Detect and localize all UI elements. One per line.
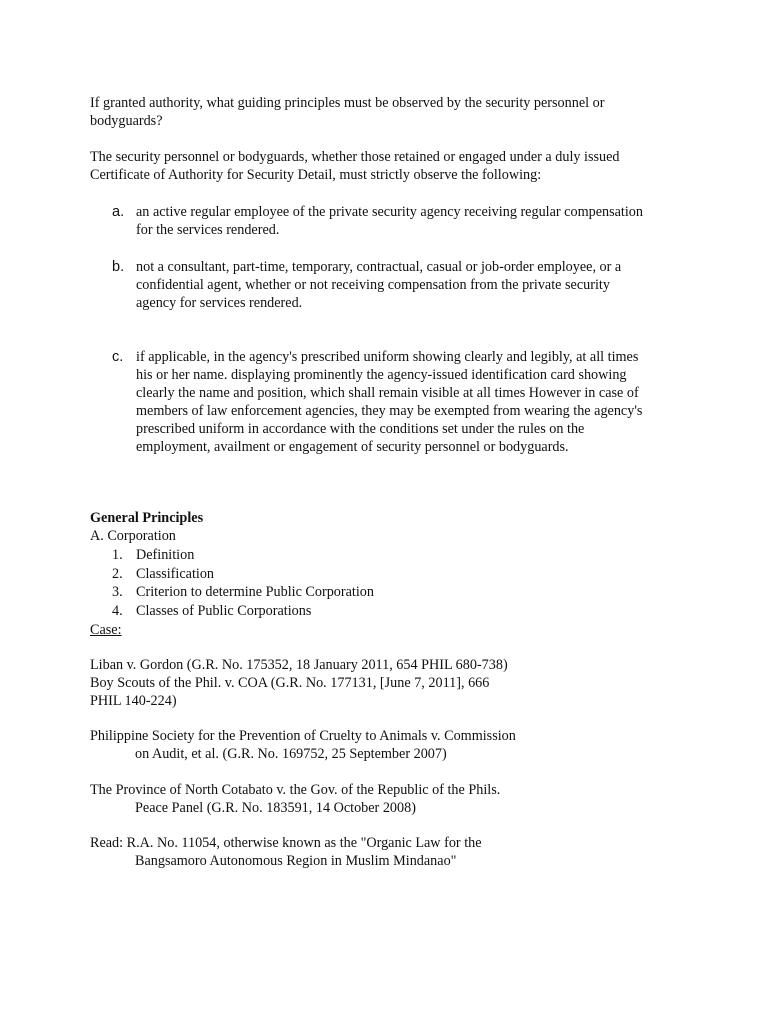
section-heading: General Principles	[90, 510, 204, 526]
list-item-line: employment, availment or engagement of security personnel or bodyguards.	[136, 439, 569, 455]
numbered-item-number: 1.	[112, 547, 123, 563]
numbered-item	[112, 565, 612, 583]
list-item-line: an active regular employee of the private security agency receiving regular compensation	[136, 204, 643, 220]
list-item-line: his or her name. displaying prominently the agency-issued identification card showing	[136, 367, 627, 383]
numbered-item-number: 4.	[112, 603, 123, 619]
section-subheading: A. Corporation	[90, 528, 176, 544]
numbered-item	[112, 602, 612, 620]
list-item-line: for the services rendered.	[136, 222, 280, 238]
question-line: If granted authority, what guiding principles must be observed by the security personnel or	[90, 95, 605, 111]
case-line-indented: Peace Panel (G.R. No. 183591, 14 October 2008)	[135, 800, 416, 816]
list-item-line: confidential agent, whether or not receiving compensation from the private security	[136, 277, 610, 293]
list-item-line: clearly the name and position, which shall remain visible at all times However in case of	[136, 385, 639, 401]
numbered-item	[112, 583, 612, 601]
case-entry	[90, 727, 560, 763]
list-marker: b.	[112, 259, 125, 275]
numbered-item	[112, 546, 612, 564]
read-note-line-indented: Bangsamoro Autonomous Region in Muslim Mindanao"	[135, 853, 457, 869]
numbered-item-text: Criterion to determine Public Corporation	[136, 584, 374, 600]
list-item-line: if applicable, in the agency's prescribed uniform showing clearly and legibly, at all times	[136, 349, 639, 365]
case-entry	[90, 656, 560, 710]
numbered-item-text: Classes of Public Corporations	[136, 603, 312, 619]
answer-intro-paragraph	[90, 148, 690, 184]
list-item-line: prescribed uniform in accordance with the conditions set under the rules on the	[136, 421, 585, 437]
question-paragraph	[90, 94, 690, 130]
list-item-line: not a consultant, part-time, temporary, contractual, casual or job-order employee, or a	[136, 259, 622, 275]
case-entry	[90, 781, 560, 817]
case-line: Liban v. Gordon (G.R. No. 175352, 18 January 2011, 654 PHIL 680-738)	[90, 657, 508, 673]
read-note-line: Read: R.A. No. 11054, otherwise known as the "Organic Law for the	[90, 835, 482, 851]
case-line: Philippine Society for the Prevention of Cruelty to Animals v. Commission	[90, 728, 516, 744]
case-label: Case:	[90, 622, 122, 638]
list-item-line: members of law enforcement agencies, they may be exempted from wearing the agency's	[136, 403, 643, 419]
case-line: PHIL 140-224)	[90, 693, 177, 709]
question-line: bodyguards?	[90, 113, 163, 129]
case-line: Boy Scouts of the Phil. v. COA (G.R. No. 177131, [June 7, 2011], 666	[90, 675, 490, 691]
numbered-item-number: 2.	[112, 566, 123, 582]
numbered-item-number: 3.	[112, 584, 123, 600]
answer-intro-line: Certificate of Authority for Security Detail, must strictly observe the following:	[90, 167, 542, 183]
case-line-indented: on Audit, et al. (G.R. No. 169752, 25 September 2007)	[135, 746, 447, 762]
list-marker: a.	[112, 204, 125, 220]
list-item-b	[112, 258, 687, 312]
list-item-a	[112, 203, 687, 239]
numbered-item-text: Definition	[136, 547, 195, 563]
read-note	[90, 834, 560, 870]
list-item-line: agency for services rendered.	[136, 295, 303, 311]
list-item-c	[112, 348, 687, 456]
case-line: The Province of North Cotabato v. the Gov. of the Republic of the Phils.	[90, 782, 501, 798]
answer-intro-line: The security personnel or bodyguards, whether those retained or engaged under a duly issued	[90, 149, 620, 165]
numbered-item-text: Classification	[136, 566, 215, 582]
list-marker: c.	[112, 349, 124, 365]
